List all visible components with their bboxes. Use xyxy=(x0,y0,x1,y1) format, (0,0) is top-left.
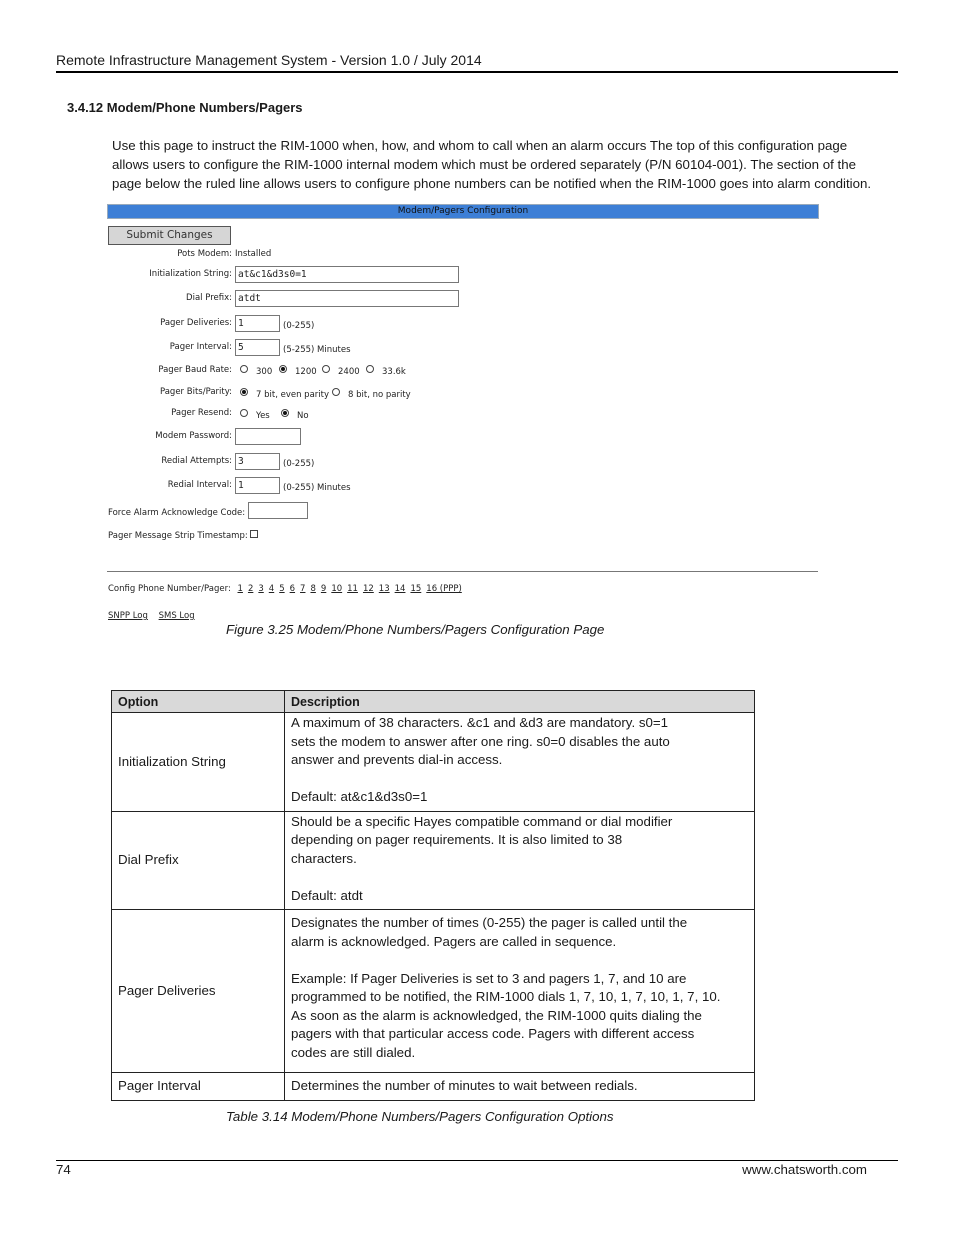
config-screenshot xyxy=(107,204,819,624)
pager-interval-row xyxy=(107,342,232,360)
bits-7-even-label: 7 bit, even parity xyxy=(256,390,330,400)
description-line: answer and prevents dial-in access. xyxy=(291,752,503,767)
redial-interval-row xyxy=(107,480,232,498)
description-line: depending on pager requirements. It is also limited to 38 xyxy=(291,832,623,847)
pager-link-16[interactable]: 16 (PPP) xyxy=(426,584,462,594)
pager-link-11[interactable]: 11 xyxy=(347,584,358,594)
modem-password-row xyxy=(107,431,232,449)
option-cell: Initialization String xyxy=(112,713,285,812)
pager-deliveries-hint: (0-255) xyxy=(283,321,315,331)
baud-rate-row xyxy=(107,365,232,383)
modem-password-label: Modem Password: xyxy=(155,431,232,441)
pager-resend-label: Pager Resend: xyxy=(171,408,232,418)
pager-deliveries-input[interactable]: 1 xyxy=(235,315,280,332)
bits-parity-label: Pager Bits/Parity: xyxy=(159,387,232,397)
website: www.chatsworth.com xyxy=(742,1162,867,1177)
baud-1200-radio[interactable] xyxy=(279,365,287,373)
footer-rule xyxy=(56,1160,898,1161)
table-row xyxy=(112,811,755,910)
redial-attempts-row xyxy=(107,456,232,474)
description-line: characters. xyxy=(291,850,357,866)
description-cell xyxy=(285,910,755,1073)
option-cell: Pager Deliveries xyxy=(112,910,285,1073)
table-caption: Table 3.14 Modem/Phone Numbers/Pagers Configuration Options xyxy=(226,1109,614,1124)
pots-modem-value: Installed xyxy=(235,249,272,259)
pager-link-8[interactable]: 8 xyxy=(310,584,316,594)
table-header-row xyxy=(112,691,755,713)
description-line: Default: atdt xyxy=(291,887,363,903)
pager-link-12[interactable]: 12 xyxy=(362,584,374,594)
option-column-header: Option xyxy=(112,691,285,713)
description-line: Should be a specific Hayes compatible command or dial modifier xyxy=(291,813,673,829)
config-divider xyxy=(107,571,818,572)
resend-yes-radio[interactable] xyxy=(240,409,248,417)
description-line: codes are still dialed. xyxy=(291,1044,416,1060)
description-line: alarm is acknowledged. Pagers are called in sequence. xyxy=(291,933,617,949)
baud-33k-label: 33.6k xyxy=(382,367,406,377)
config-title-bar: Modem/Pagers Configuration xyxy=(107,204,819,219)
baud-300-radio[interactable] xyxy=(240,365,248,373)
strip-timestamp-label: Pager Message Strip Timestamp: xyxy=(108,531,248,541)
sms-log-link[interactable]: SMS Log xyxy=(158,611,195,621)
bits-8-none-radio[interactable] xyxy=(332,388,340,396)
document-header: Remote Infrastructure Management System - Version 1.0 / July 2014 xyxy=(56,52,482,68)
pager-links xyxy=(234,584,467,594)
pager-link-3[interactable]: 3 xyxy=(258,584,264,594)
description-column-header: Description xyxy=(285,691,755,713)
pager-resend-row xyxy=(107,408,232,426)
pager-link-10[interactable]: 10 xyxy=(331,584,343,594)
init-string-input[interactable]: at&c1&d3s0=1 xyxy=(235,266,459,283)
baud-2400-radio[interactable] xyxy=(322,365,330,373)
pager-interval-hint: (5-255) Minutes xyxy=(283,345,351,355)
table-row xyxy=(112,713,755,812)
baud-1200-label: 1200 xyxy=(295,367,317,377)
pager-deliveries-row xyxy=(107,318,232,336)
pager-link-5[interactable]: 5 xyxy=(279,584,285,594)
modem-password-input[interactable] xyxy=(235,428,301,445)
snpp-log-link[interactable]: SNPP Log xyxy=(108,611,148,621)
options-table xyxy=(111,690,755,1101)
pager-links-line xyxy=(108,584,467,594)
description-line: pagers with that particular access code. Pagers with different access xyxy=(291,1026,695,1041)
strip-timestamp-checkbox[interactable] xyxy=(250,530,258,538)
description-line: A maximum of 38 characters. &c1 and &d3 are mandatory. s0=1 xyxy=(291,715,669,730)
init-string-row xyxy=(107,269,232,287)
pager-link-2[interactable]: 2 xyxy=(247,584,254,594)
pager-link-7[interactable]: 7 xyxy=(300,584,306,594)
pager-interval-label: Pager Interval: xyxy=(169,342,232,352)
figure-caption: Figure 3.25 Modem/Phone Numbers/Pagers Configuration Page xyxy=(226,622,605,637)
redial-interval-label: Redial Interval: xyxy=(167,480,232,490)
redial-interval-hint: (0-255) Minutes xyxy=(283,483,351,493)
bits-8-none-label: 8 bit, no parity xyxy=(348,390,411,400)
description-line: Example: If Pager Deliveries is set to 3 and pagers 1, 7, and 10 are xyxy=(291,970,687,986)
bits-parity-row xyxy=(107,387,232,405)
pager-links-label: Config Phone Number/Pager: xyxy=(108,584,231,594)
option-cell: Dial Prefix xyxy=(112,811,285,910)
pots-modem-row xyxy=(107,249,232,267)
force-ack-label: Force Alarm Acknowledge Code: xyxy=(108,508,246,518)
pager-link-13[interactable]: 13 xyxy=(378,584,390,594)
baud-2400-label: 2400 xyxy=(338,367,360,377)
pager-link-4[interactable]: 4 xyxy=(268,584,275,594)
pager-link-1[interactable]: 1 xyxy=(237,584,243,594)
description-line: Determines the number of minutes to wait between redials. xyxy=(291,1078,638,1093)
description-line: Designates the number of times (0-255) the pager is called until the xyxy=(291,915,688,930)
baud-rate-label: Pager Baud Rate: xyxy=(158,365,232,375)
pager-link-6[interactable]: 6 xyxy=(289,584,296,594)
description-cell xyxy=(285,811,755,910)
submit-changes-button[interactable]: Submit Changes xyxy=(108,226,231,245)
table-row xyxy=(112,910,755,1073)
intro-text: Use this page to instruct the RIM-1000 when, how, and whom to call when an alarm occurs The top of this configuration page allows users to configure the RIM-1000 internal modem which must be ordered separately (P/N 60104-001). The section of the page below the ruled line allows users to configure phone numbers can be notified when the RIM-1000 goes into alarm condition. xyxy=(112,138,872,191)
intro-paragraph xyxy=(112,136,872,193)
redial-attempts-input[interactable]: 3 xyxy=(235,453,280,470)
pager-deliveries-label: Pager Deliveries: xyxy=(160,318,232,328)
resend-yes-label: Yes xyxy=(256,411,270,421)
resend-no-label: No xyxy=(297,411,309,421)
baud-33k-radio[interactable] xyxy=(366,365,374,373)
description-line: programmed to be notified, the RIM-1000 dials 1, 7, 10, 1, 7, 10, 1, 7, 10. xyxy=(291,989,721,1004)
description-cell xyxy=(285,1073,755,1101)
pager-link-15[interactable]: 15 xyxy=(410,584,422,594)
header-rule xyxy=(56,71,898,73)
baud-300-label: 300 xyxy=(256,367,273,377)
description-line: As soon as the alarm is acknowledged, the RIM-1000 quits dialing the xyxy=(291,1007,702,1023)
pager-link-14[interactable]: 14 xyxy=(394,584,406,594)
pager-interval-input[interactable]: 5 xyxy=(235,339,280,356)
redial-attempts-hint: (0-255) xyxy=(283,459,315,469)
description-cell xyxy=(285,713,755,812)
dial-prefix-row xyxy=(107,293,232,311)
init-string-label: Initialization String: xyxy=(149,269,232,279)
pager-link-9[interactable]: 9 xyxy=(320,584,327,594)
bits-7-even-radio[interactable] xyxy=(240,388,248,396)
pots-modem-label: Pots Modem: xyxy=(177,249,232,259)
dial-prefix-label: Dial Prefix: xyxy=(186,293,232,303)
option-cell: Pager Interval xyxy=(112,1073,285,1101)
description-line: Default: at&c1&d3s0=1 xyxy=(291,789,428,804)
force-ack-input[interactable] xyxy=(248,502,308,519)
log-links xyxy=(108,611,203,621)
page-number: 74 xyxy=(56,1162,71,1177)
resend-no-radio[interactable] xyxy=(281,409,289,417)
description-line: sets the modem to answer after one ring. s0=0 disables the auto xyxy=(291,733,670,749)
section-title: 3.4.12 Modem/Phone Numbers/Pagers xyxy=(67,100,303,115)
redial-attempts-label: Redial Attempts: xyxy=(161,456,232,466)
dial-prefix-input[interactable]: atdt xyxy=(235,290,459,307)
table-row xyxy=(112,1073,755,1101)
redial-interval-input[interactable]: 1 xyxy=(235,477,280,494)
